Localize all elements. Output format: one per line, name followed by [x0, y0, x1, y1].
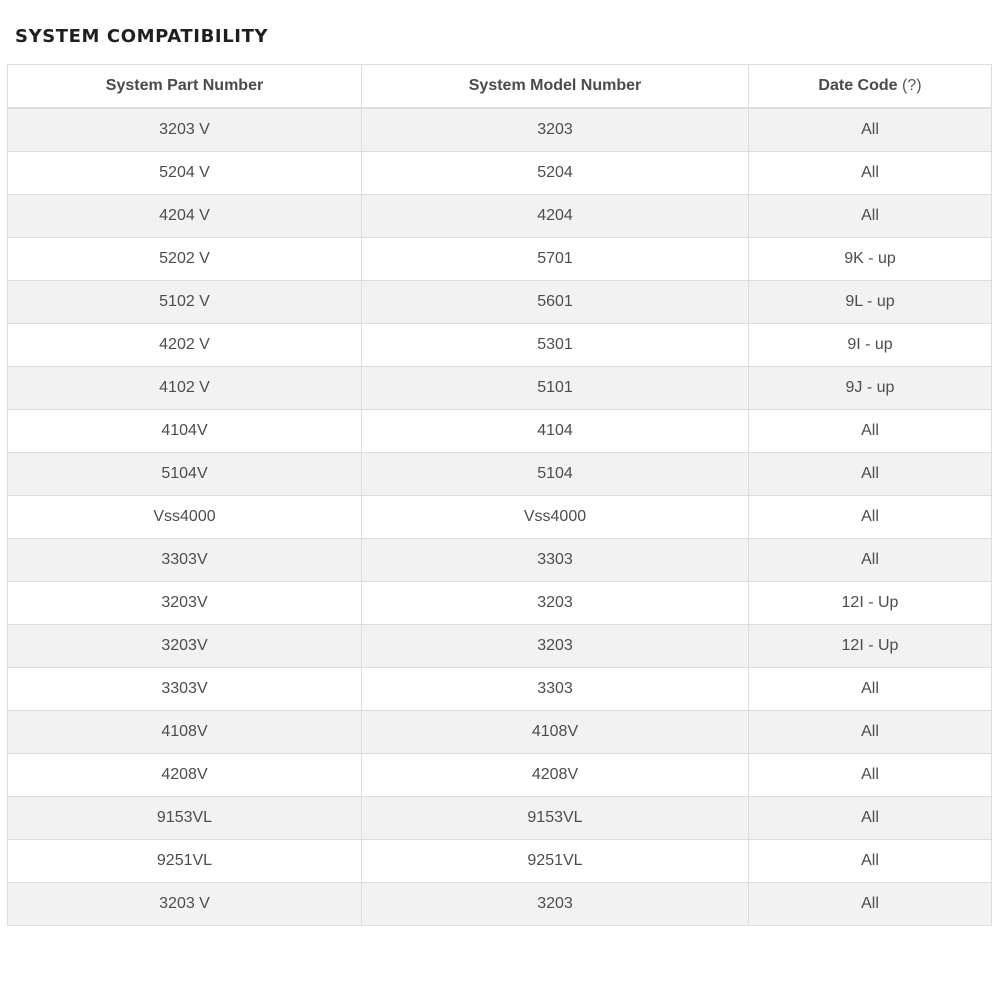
table-row — [8, 711, 992, 754]
table-row — [8, 539, 992, 582]
header-system-model-number: System Model Number — [362, 65, 749, 109]
cell-model-number: 5204 — [362, 152, 749, 195]
cell-date-code: All — [749, 668, 992, 711]
cell-model-number: 3203 — [362, 883, 749, 926]
cell-date-code: 9J - up — [749, 367, 992, 410]
cell-date-code: All — [749, 539, 992, 582]
cell-part-number: 4204 V — [8, 195, 362, 238]
header-system-part-number: System Part Number — [8, 65, 362, 109]
cell-date-code: All — [749, 754, 992, 797]
table-row — [8, 410, 992, 453]
header-date-code — [749, 65, 992, 109]
cell-date-code: 9I - up — [749, 324, 992, 367]
table-row — [8, 582, 992, 625]
table-row — [8, 453, 992, 496]
table-row — [8, 238, 992, 281]
table-row — [8, 324, 992, 367]
cell-date-code: All — [749, 711, 992, 754]
table-row — [8, 668, 992, 711]
cell-model-number: 3303 — [362, 539, 749, 582]
cell-part-number: Vss4000 — [8, 496, 362, 539]
cell-model-number: 3303 — [362, 668, 749, 711]
cell-date-code: All — [749, 410, 992, 453]
cell-date-code: 9L - up — [749, 281, 992, 324]
table-row — [8, 883, 992, 926]
compatibility-table — [7, 64, 992, 926]
cell-model-number: 9251VL — [362, 840, 749, 883]
date-code-help-link[interactable]: (?) — [902, 77, 922, 94]
table-row — [8, 152, 992, 195]
cell-model-number: Vss4000 — [362, 496, 749, 539]
cell-part-number: 3203 V — [8, 108, 362, 152]
cell-date-code: All — [749, 453, 992, 496]
cell-model-number: 4204 — [362, 195, 749, 238]
cell-part-number: 3203 V — [8, 883, 362, 926]
cell-date-code: All — [749, 152, 992, 195]
cell-date-code: All — [749, 108, 992, 152]
cell-model-number: 5104 — [362, 453, 749, 496]
cell-date-code: All — [749, 797, 992, 840]
table-row — [8, 754, 992, 797]
cell-model-number: 5101 — [362, 367, 749, 410]
cell-model-number: 4108V — [362, 711, 749, 754]
cell-part-number: 4208V — [8, 754, 362, 797]
table-row — [8, 108, 992, 152]
cell-model-number: 5601 — [362, 281, 749, 324]
cell-part-number: 3203V — [8, 582, 362, 625]
cell-part-number: 5202 V — [8, 238, 362, 281]
table-body — [8, 108, 992, 926]
cell-model-number: 9153VL — [362, 797, 749, 840]
table-row — [8, 195, 992, 238]
cell-date-code: All — [749, 195, 992, 238]
header-date-code-label: Date Code — [818, 77, 898, 94]
cell-part-number: 3203V — [8, 625, 362, 668]
cell-part-number: 4202 V — [8, 324, 362, 367]
table-row — [8, 496, 992, 539]
cell-model-number: 3203 — [362, 582, 749, 625]
cell-part-number: 3303V — [8, 668, 362, 711]
cell-date-code: All — [749, 496, 992, 539]
table-row — [8, 840, 992, 883]
cell-date-code: 9K - up — [749, 238, 992, 281]
cell-part-number: 3303V — [8, 539, 362, 582]
cell-date-code: All — [749, 883, 992, 926]
table-row — [8, 367, 992, 410]
cell-part-number: 9251VL — [8, 840, 362, 883]
cell-part-number: 5204 V — [8, 152, 362, 195]
cell-model-number: 3203 — [362, 625, 749, 668]
page-title: SYSTEM COMPATIBILITY — [15, 26, 269, 47]
cell-date-code: 12I - Up — [749, 625, 992, 668]
cell-model-number: 4208V — [362, 754, 749, 797]
cell-part-number: 4104V — [8, 410, 362, 453]
cell-part-number: 9153VL — [8, 797, 362, 840]
table-row — [8, 797, 992, 840]
cell-part-number: 5104V — [8, 453, 362, 496]
cell-part-number: 5102 V — [8, 281, 362, 324]
cell-model-number: 3203 — [362, 108, 749, 152]
cell-date-code: All — [749, 840, 992, 883]
table-row — [8, 625, 992, 668]
cell-date-code: 12I - Up — [749, 582, 992, 625]
cell-part-number: 4102 V — [8, 367, 362, 410]
cell-model-number: 5701 — [362, 238, 749, 281]
table-row — [8, 281, 992, 324]
table-header-row — [8, 65, 992, 109]
cell-model-number: 4104 — [362, 410, 749, 453]
cell-model-number: 5301 — [362, 324, 749, 367]
cell-part-number: 4108V — [8, 711, 362, 754]
